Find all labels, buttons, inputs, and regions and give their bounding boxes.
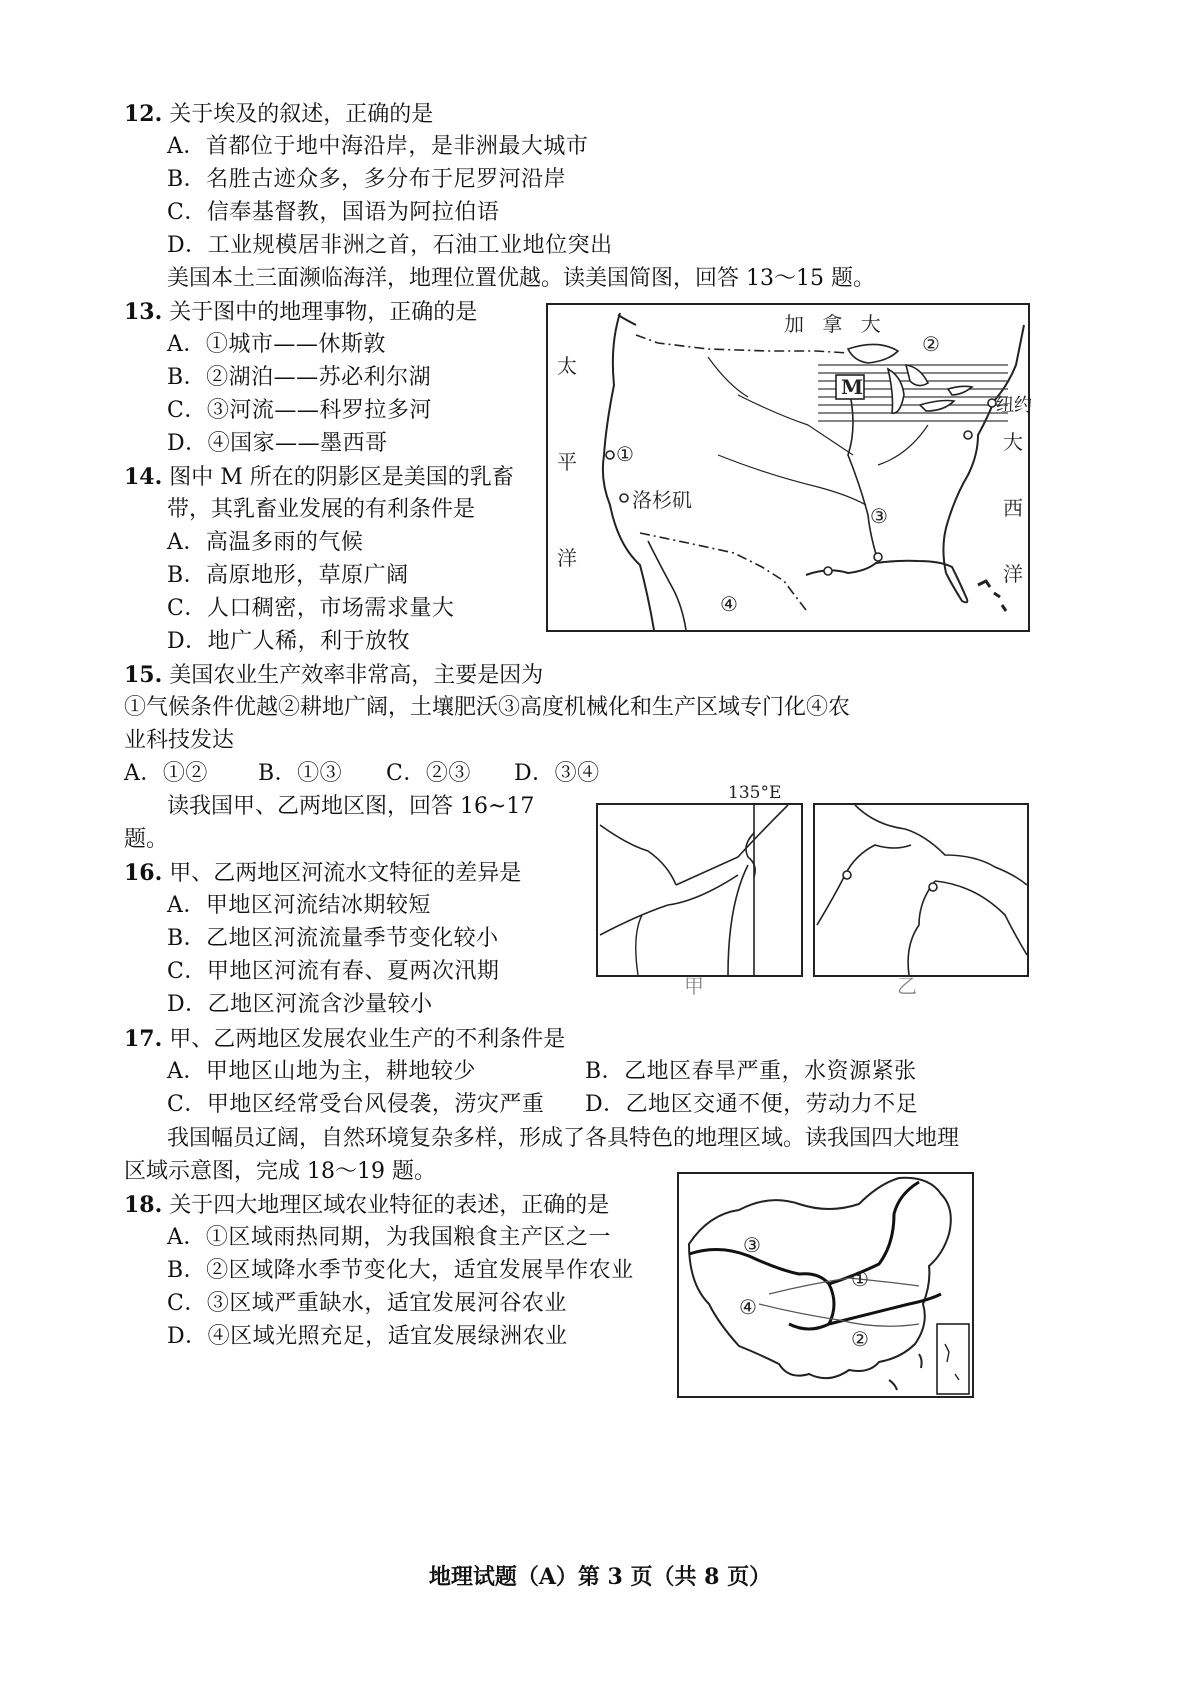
china-marker-4: ④ (739, 1295, 757, 1319)
us-map (546, 303, 1030, 632)
q16-option-c: C．甲地区河流有春、夏两次汛期 (167, 959, 500, 984)
q14-stem-2: 带，其乳畜业发展的有利条件是 (167, 497, 476, 522)
label-pacific-3: 洋 (557, 546, 577, 570)
q17-option-a: A．甲地区山地为主，耕地较少 (167, 1059, 476, 1084)
label-yi: 乙 (897, 974, 917, 998)
q12-option-a: A．首都位于地中海沿岸，是非洲最大城市 (167, 134, 589, 159)
intro-18-19-line-2: 区域示意图，完成 18～19 题。 (124, 1159, 436, 1184)
china-map-drawing (679, 1174, 972, 1396)
label-meridian: 135°E (728, 783, 782, 803)
q15-option-d: D．③④ (514, 761, 600, 786)
us-marker-1: ① (616, 442, 634, 466)
q16-option-a: A．甲地区河流结冰期较短 (167, 893, 431, 918)
q15-option-a: A．①② (124, 761, 208, 786)
q18-stem: 关于四大地理区域农业特征的表述，正确的是 (169, 1193, 610, 1218)
q14-stem-line-1 (124, 462, 514, 492)
q13-option-c: C．③河流——科罗拉多河 (167, 398, 432, 423)
page-footer: 地理试题（A）第 3 页（共 8 页） (428, 1564, 772, 1590)
q18-option-d: D．④区域光照充足，适宜发展绿洲农业 (167, 1324, 568, 1349)
label-los-angeles: 洛杉矶 (632, 488, 692, 512)
q14-option-d: D．地广人稀，利于放牧 (167, 629, 411, 654)
us-marker-2: ② (922, 332, 940, 356)
q12-option-c: C．信奉基督教，国语为阿拉伯语 (167, 200, 500, 225)
yi-map (813, 803, 1029, 977)
q18-option-a: A．①区域雨热同期，为我国粮食主产区之一 (167, 1225, 611, 1250)
q16-stem-line (124, 858, 521, 888)
label-atlantic-1: 大 (1003, 430, 1023, 454)
q16-stem: 甲、乙两地区河流水文特征的差异是 (169, 861, 522, 886)
q15-stem: 美国农业生产效率非常高，主要是因为 (169, 663, 544, 688)
q15-option-c: C．②③ (386, 761, 471, 786)
q13-number: 13. (124, 299, 163, 325)
label-atlantic-3: 洋 (1003, 562, 1023, 586)
china-marker-3: ③ (743, 1233, 761, 1257)
us-map-drawing (548, 305, 1028, 630)
q12-option-d: D．工业规模居非洲之首，石油工业地位突出 (167, 233, 613, 258)
q12-stem: 关于埃及的叙述，正确的是 (169, 102, 434, 127)
label-pacific-1: 太 (557, 354, 577, 378)
china-marker-2: ② (851, 1327, 869, 1351)
yi-map-drawing (815, 805, 1027, 975)
q15-number: 15. (124, 662, 163, 688)
china-regions-map (677, 1172, 974, 1398)
q15-option-b: B．①③ (258, 761, 343, 786)
q18-stem-line (124, 1190, 609, 1220)
jia-map (596, 803, 803, 977)
q14-stem-1: 图中 M 所在的阴影区是美国的乳畜 (169, 465, 514, 490)
china-marker-1: ① (851, 1267, 869, 1291)
q15-items-1: ①气候条件优越②耕地广阔，土壤肥沃③高度机械化和生产区域专门化④农 (124, 695, 851, 720)
q17-option-b: B．乙地区春旱严重，水资源紧张 (585, 1059, 917, 1084)
intro-16-17-line-1: 读我国甲、乙两地区图，回答 16~17 (167, 794, 535, 819)
intro-13-15: 美国本土三面濒临海洋，地理位置优越。读美国简图，回答 13～15 题。 (167, 266, 875, 291)
q13-option-a: A．①城市——休斯敦 (167, 332, 386, 357)
q17-stem-line (124, 1024, 565, 1054)
q14-option-c: C．人口稠密，市场需求量大 (167, 596, 455, 621)
q12-number: 12. (124, 101, 163, 127)
q14-option-a: A．高温多雨的气候 (167, 530, 364, 555)
us-marker-3: ③ (870, 504, 888, 528)
q14-option-b: B．高原地形，草原广阔 (167, 563, 409, 588)
label-pacific-2: 平 (557, 450, 577, 474)
q12-stem-line (124, 99, 433, 129)
intro-16-17-line-2: 题。 (124, 827, 169, 852)
q14-number: 14. (124, 464, 163, 490)
q18-option-b: B．②区域降水季节变化大，适宜发展旱作农业 (167, 1258, 634, 1283)
q13-stem-line (124, 297, 477, 327)
q17-option-d: D．乙地区交通不便，劳动力不足 (585, 1092, 919, 1117)
q16-option-b: B．乙地区河流流量季节变化较小 (167, 926, 499, 951)
us-marker-4: ④ (720, 592, 738, 616)
q17-option-c: C．甲地区经常受台风侵袭，涝灾严重 (167, 1092, 545, 1117)
q13-option-d: D．④国家——墨西哥 (167, 431, 388, 456)
q15-items-2: 业科技发达 (124, 728, 235, 753)
label-new-york: 纽约 (996, 395, 1032, 416)
jia-map-drawing (598, 805, 801, 975)
q16-option-d: D．乙地区河流含沙量较小 (167, 992, 433, 1017)
label-atlantic-2: 西 (1003, 496, 1023, 520)
label-m: M (841, 375, 864, 399)
q17-number: 17. (124, 1026, 163, 1052)
q18-option-c: C．③区域严重缺水，适宜发展河谷农业 (167, 1291, 567, 1316)
q18-number: 18. (124, 1192, 163, 1218)
q13-option-b: B．②湖泊——苏必利尔湖 (167, 365, 432, 390)
q12-option-b: B．名胜古迹众多，多分布于尼罗河沿岸 (167, 167, 567, 192)
q13-stem: 关于图中的地理事物，正确的是 (169, 300, 478, 325)
q16-number: 16. (124, 860, 163, 886)
q17-stem: 甲、乙两地区发展农业生产的不利条件是 (169, 1027, 566, 1052)
q15-stem-line (124, 660, 543, 690)
intro-18-19-line-1: 我国幅员辽阔，自然环境复杂多样，形成了各具特色的地理区域。读我国四大地理 (167, 1126, 960, 1151)
label-canada: 加 拿 大 (784, 312, 887, 336)
label-jia: 甲 (684, 974, 704, 998)
